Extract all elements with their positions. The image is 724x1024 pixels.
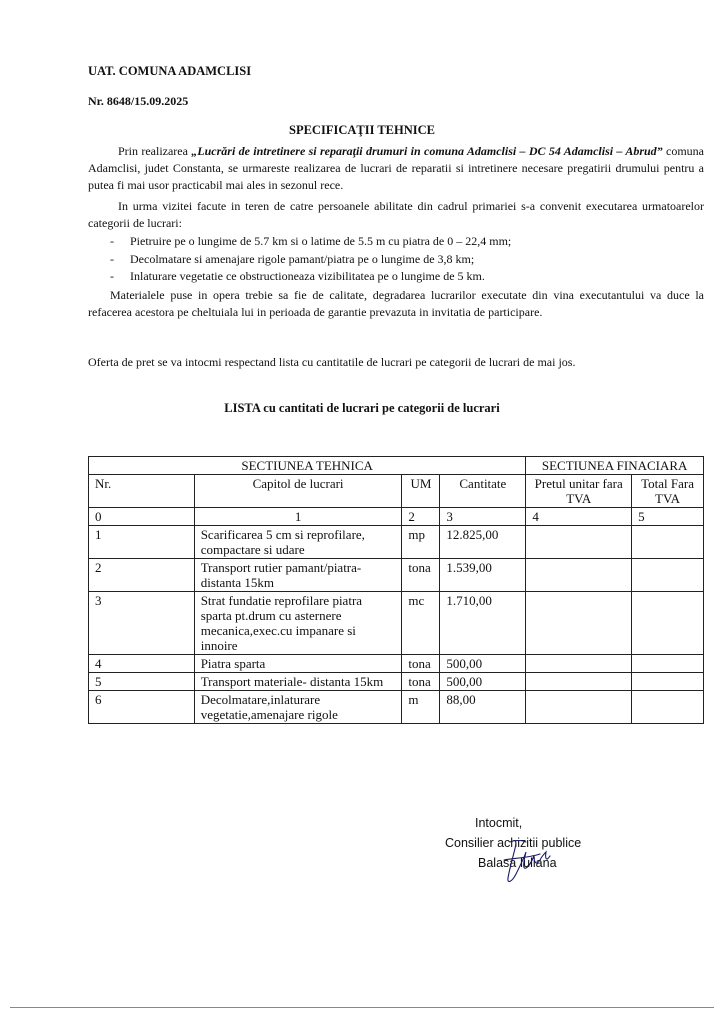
- row-capitol: Piatra sparta: [194, 655, 402, 673]
- row-total: [632, 559, 704, 592]
- row-nr: 1: [89, 526, 195, 559]
- materials-paragraph: Materialele puse in opera trebie sa fie de calitate, degradarea lucrarilor executate din vina executantului va duce la refacerea acestora pe cheltuiala lui in perioada de garantie prevazuta in invitatia de participare.: [88, 288, 704, 319]
- col-total: Total Fara TVA: [632, 475, 704, 508]
- index-cell: 0: [89, 508, 195, 526]
- row-pret: [526, 673, 632, 691]
- row-nr: 5: [89, 673, 195, 691]
- row-capitol: Strat fundatie reprofilare piatra sparta pt.drum cu asternere mecanica,exec.cu impanare si innoire: [194, 592, 402, 655]
- institution-name: UAT. COMUNA ADAMCLISI: [88, 64, 252, 78]
- table-row: [89, 526, 704, 559]
- table-row: [89, 592, 704, 655]
- section-financial: SECTIUNEA FINACIARA: [526, 457, 704, 475]
- index-cell: 5: [632, 508, 704, 526]
- row-cantitate: 1.710,00: [440, 592, 526, 655]
- row-cantitate: 500,00: [440, 655, 526, 673]
- row-capitol: Decolmatare,inlaturare vegetatie,amenajare rigole: [194, 691, 402, 724]
- index-cell: 4: [526, 508, 632, 526]
- row-cantitate: 88,00: [440, 691, 526, 724]
- works-table: [88, 456, 704, 724]
- signer-name: Balasa Iuliana: [478, 856, 557, 870]
- intro-prefix: Prin realizarea: [118, 144, 192, 158]
- col-nr: Nr.: [89, 475, 195, 508]
- table-row: [89, 655, 704, 673]
- row-pret: [526, 592, 632, 655]
- row-nr: 2: [89, 559, 195, 592]
- row-um: tona: [402, 655, 440, 673]
- row-total: [632, 691, 704, 724]
- row-pret: [526, 526, 632, 559]
- row-pret: [526, 559, 632, 592]
- bottom-divider: [10, 1007, 714, 1008]
- prepared-by-label: Intocmit,: [475, 816, 523, 830]
- list-item: - Inlaturare vegetatie ce obstructioneaza vizibilitatea pe o lungime de 5 km.: [110, 268, 511, 286]
- row-nr: 4: [89, 655, 195, 673]
- offer-paragraph: Oferta de pret se va intocmi respectand lista cu cantitatile de lucrari pe categorii de lucrari de mai jos.: [88, 355, 576, 369]
- row-cantitate: 12.825,00: [440, 526, 526, 559]
- row-nr: 3: [89, 592, 195, 655]
- project-name: „Lucrări de intretinere si reparaţii drumuri in comuna Adamclisi – DC 54 Adamclisi – Abrud”: [191, 144, 663, 158]
- list-item: - Pietruire pe o lungime de 5.7 km si o latime de 5.5 m cu piatra de 0 – 22,4 mm;: [110, 233, 511, 251]
- row-capitol: Transport materiale- distanta 15km: [194, 673, 402, 691]
- row-capitol: Transport rutier pamant/piatra-distanta 15km: [194, 559, 402, 592]
- list-item: - Decolmatare si amenajare rigole pamant/piatra pe o lungime de 3,8 km;: [110, 251, 511, 269]
- row-pret: [526, 691, 632, 724]
- works-bullet-list: [110, 233, 511, 286]
- table-row: [89, 691, 704, 724]
- column-header-row: [89, 475, 704, 508]
- row-cantitate: 500,00: [440, 673, 526, 691]
- table-row: [89, 673, 704, 691]
- intro-suffix: comuna Adamclisi, judet Constanta, se urmareste realizarea de lucrari de reparatii si intretinere necesare pregatirii drumului pentru a putea fi mai usor practicabil mai ales in sezonul rece.: [88, 144, 704, 192]
- index-cell: 2: [402, 508, 440, 526]
- row-capitol: Scarificarea 5 cm si reprofilare, compactare si udare: [194, 526, 402, 559]
- row-nr: 6: [89, 691, 195, 724]
- row-total: [632, 526, 704, 559]
- row-um: tona: [402, 673, 440, 691]
- row-total: [632, 673, 704, 691]
- col-cantitate: Cantitate: [440, 475, 526, 508]
- col-um: UM: [402, 475, 440, 508]
- row-total: [632, 655, 704, 673]
- row-um: mc: [402, 592, 440, 655]
- document-title: SPECIFICAŢII TEHNICE: [289, 123, 435, 137]
- row-um: tona: [402, 559, 440, 592]
- signer-position: Consilier achizitii publice: [445, 836, 582, 850]
- index-row: [89, 508, 704, 526]
- index-cell: 1: [194, 508, 402, 526]
- section-header-row: [89, 457, 704, 475]
- row-cantitate: 1.539,00: [440, 559, 526, 592]
- table-row: [89, 559, 704, 592]
- reference-number: Nr. 8648/15.09.2025: [88, 94, 189, 108]
- handwritten-signature-icon: [500, 838, 564, 890]
- row-um: mp: [402, 526, 440, 559]
- visit-paragraph: In urma vizitei facute in teren de catre persoanele abilitate din cadrul primariei s-a convenit executarea urmatoarelor categorii de lucrari:: [88, 199, 704, 230]
- index-cell: 3: [440, 508, 526, 526]
- row-total: [632, 592, 704, 655]
- row-pret: [526, 655, 632, 673]
- row-um: m: [402, 691, 440, 724]
- col-pret: Pretul unitar fara TVA: [526, 475, 632, 508]
- list-title: LISTA cu cantitati de lucrari pe categorii de lucrari: [224, 401, 500, 415]
- col-capitol: Capitol de lucrari: [194, 475, 402, 508]
- intro-paragraph: [88, 143, 704, 194]
- section-technical: SECTIUNEA TEHNICA: [89, 457, 526, 475]
